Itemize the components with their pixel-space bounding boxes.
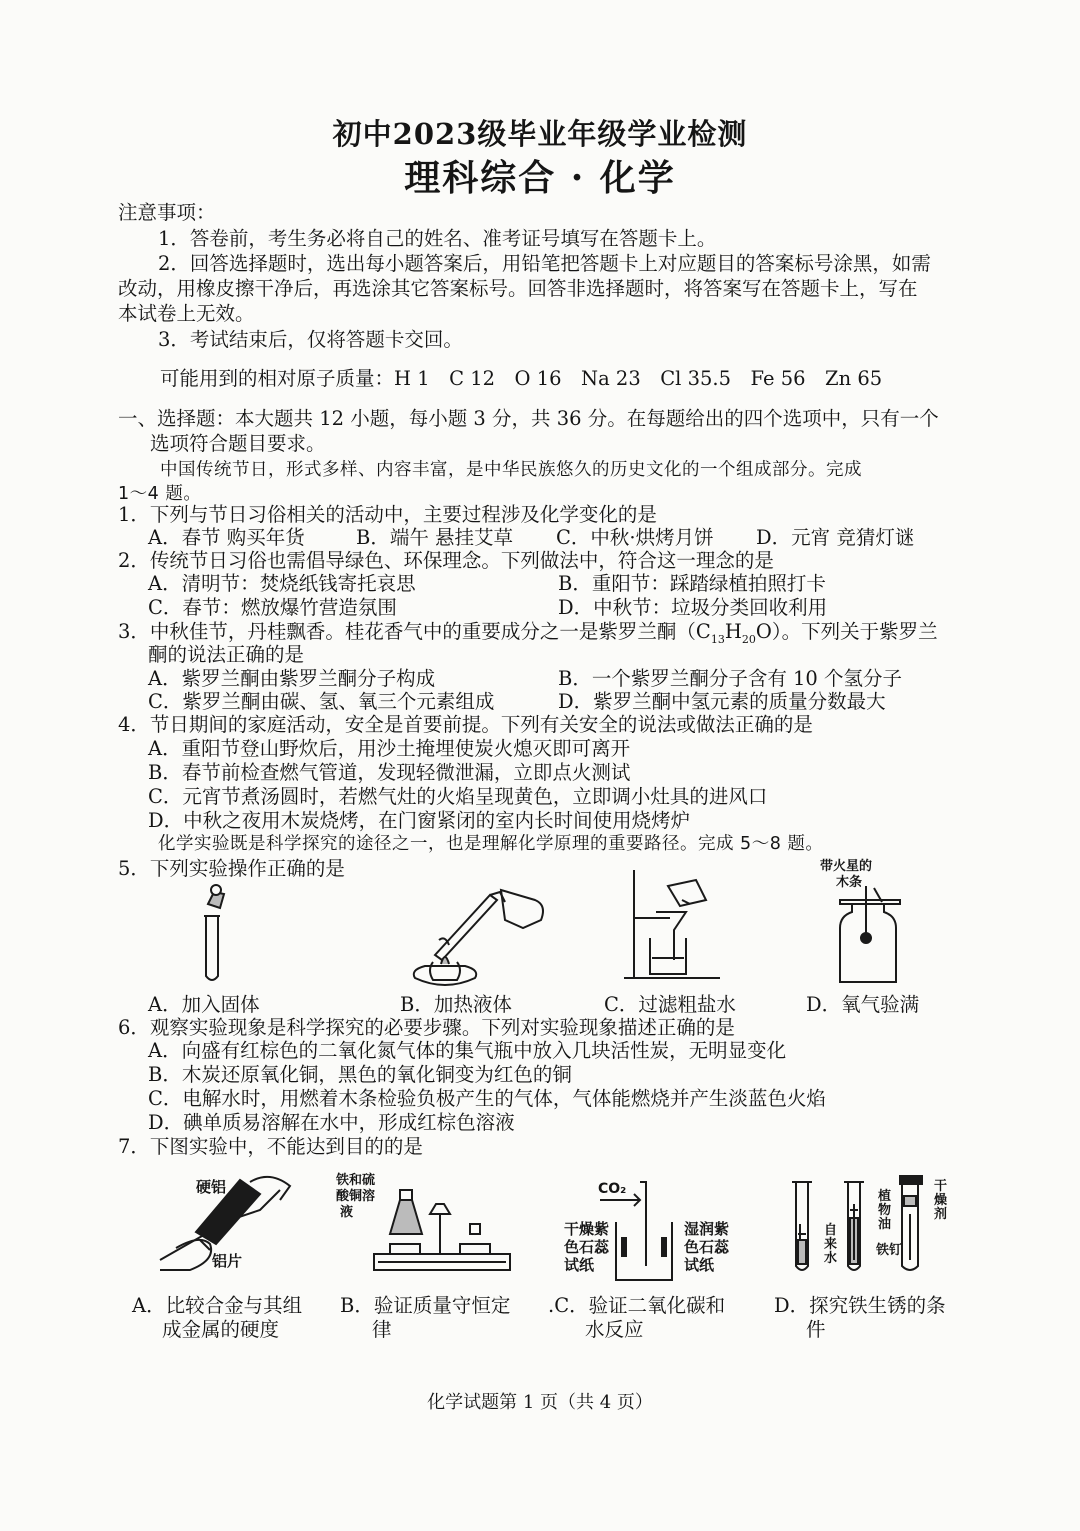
notice-item-1: 1．答卷前，考生务必将自己的姓名、准考证号填写在答题卡上。: [158, 227, 717, 250]
notice-heading: 注意事项：: [118, 201, 216, 224]
q7-option-a-line1: A．比较合金与其组: [132, 1294, 303, 1317]
q6-stem: 6．观察实验现象是科学探究的必要步骤。下列对实验现象描述正确的是: [118, 1016, 735, 1039]
q7-option-d-line1: D．探究铁生锈的条: [774, 1294, 946, 1317]
q7-c-label-left-2: 色石蕊: [564, 1238, 610, 1256]
q7-c-label-co2: CO₂: [598, 1181, 627, 1197]
q4-option-c: C．元宵节煮汤圆时，若燃气灶的火焰呈现黄色，立即调小灶具的进风口: [148, 785, 768, 808]
q3-formula-h-count: 20: [741, 632, 756, 646]
q3-stem-b: 酮的说法正确的是: [148, 643, 305, 666]
q4-option-d: D．中秋之夜用木炭烧烤，在门窗紧闭的室内长时间使用烧烤炉: [148, 809, 691, 832]
notice-item-2b: 改动，用橡皮擦干净后，再选涂其它答案标号。回答非选择题时，将答案写在答题卡上，写在: [118, 277, 918, 300]
q7-option-b-line2: 律: [372, 1318, 392, 1341]
q7-d-oil-3: 油: [878, 1217, 892, 1232]
q1-option-a: A．春节 购买年货: [148, 526, 305, 549]
q2-stem: 2．传统节日习俗也需倡导绿色、环保理念。下列做法中，符合这一理念的是: [118, 549, 774, 572]
exam-title: 初中2023级毕业年级学业检测: [332, 117, 748, 151]
q2-option-b: B．重阳节：踩踏绿植拍照打卡: [558, 572, 826, 595]
notice-item-2c: 本试卷上无效。: [118, 302, 255, 325]
q7-b-label-1: 铁和硫: [336, 1173, 376, 1188]
q1-option-d: D．元宵 竞猜灯谜: [756, 526, 915, 549]
q7-a-label-hard-aluminum: 硬铝: [196, 1178, 227, 1196]
q7-option-c-line2: 水反应: [585, 1318, 644, 1341]
q7-figure-b-balance: [360, 1170, 520, 1280]
q3-formula-h: H: [724, 620, 742, 643]
q7-d-oil-1: 植: [878, 1189, 892, 1204]
q5-figure-b-heating: [405, 880, 555, 990]
q5-option-c: C．过滤粗盐水: [604, 993, 736, 1016]
q7-d-dry-2: 燥: [934, 1193, 948, 1208]
section-intro-b: 1～4 题。: [118, 484, 202, 504]
section-heading-b: 选项符合题目要求。: [150, 432, 326, 455]
q5-figure-d-gas-bottle: [830, 890, 910, 990]
q5-option-a: A．加入固体: [148, 993, 260, 1016]
q3-option-a: A．紫罗兰酮由紫罗兰酮分子构成: [148, 667, 436, 690]
q2-option-c: C．春节：燃放爆竹营造氛围: [148, 596, 397, 619]
q1-stem: 1．下列与节日习俗相关的活动中，主要过程涉及化学变化的是: [118, 503, 657, 526]
q3-formula-c-count: 13: [710, 632, 725, 646]
q1-option-b: B．端午 悬挂艾草: [356, 526, 514, 549]
q7-d-water-2: 来: [824, 1237, 838, 1252]
q7-option-b-line1: B．验证质量守恒定: [340, 1294, 511, 1317]
q6-option-c: C．电解水时，用燃着木条检验负极产生的气体，气体能燃烧并产生淡蓝色火焰: [148, 1087, 826, 1110]
q5-stem: 5．下列实验操作正确的是: [118, 857, 345, 880]
q7-c-label-left-3: 试纸: [564, 1256, 595, 1274]
q2-option-a: A．清明节：焚烧纸钱寄托哀思: [148, 572, 416, 595]
q7-figure-c-beaker: [596, 1176, 686, 1286]
intro-q5-8: 化学实验既是科学探究的途径之一，也是理解化学原理的重要路径。完成 5～8 题。: [158, 834, 824, 854]
q4-stem: 4．节日期间的家庭活动，安全是首要前提。下列有关安全的说法或做法正确的是: [118, 713, 813, 736]
q2-option-d: D．中秋节：垃圾分类回收利用: [558, 596, 828, 619]
q7-stem: 7．下图实验中，不能达到目的的是: [118, 1135, 423, 1158]
q4-option-b: B．春节前检查燃气管道，发现轻微泄漏，立即点火测试: [148, 761, 631, 784]
q5-option-d: D．氧气验满: [806, 993, 920, 1016]
atomic-mass-line: 可能用到的相对原子质量：H 1 C 12 O 16 Na 23 Cl 35.5 Fe 56 Zn 65: [160, 367, 883, 390]
q3-stem-a-end: O）。下列关于紫罗兰: [755, 620, 938, 643]
q7-option-c-line1: .C．验证二氧化碳和: [548, 1294, 726, 1317]
section-intro-a: 中国传统节日，形式多样、内容丰富，是中华民族悠久的历史文化的一个组成部分。完成: [160, 460, 862, 480]
notice-item-3: 3．考试结束后，仅将答题卡交回。: [158, 328, 463, 351]
exam-subtitle: 理科综合 · 化学: [404, 157, 676, 199]
q7-b-label-2: 酸铜溶: [336, 1189, 376, 1204]
page-footer: 化学试题第 1 页（共 4 页）: [427, 1392, 653, 1413]
section-heading-a: 一、选择题：本大题共 12 小题，每小题 3 分，共 36 分。在每题给出的四个选项中，只有一个: [118, 407, 939, 430]
q5-d-label-1: 带火星的: [820, 859, 873, 874]
q7-d-water-1: 自: [824, 1223, 838, 1238]
q3-option-d: D．紫罗兰酮中氢元素的质量分数最大: [558, 690, 886, 713]
q7-c-label-left-1: 干燥紫: [564, 1220, 610, 1238]
q5-d-label-2: 木条: [836, 875, 863, 890]
q7-d-dry-3: 剂: [934, 1207, 948, 1222]
q5-figure-a-test-tube: [190, 886, 250, 986]
q7-d-nail-label: 铁钉: [876, 1243, 903, 1258]
q7-b-label-3: 液: [340, 1205, 354, 1220]
q7-d-dry-1: 干: [934, 1179, 948, 1194]
q1-option-c: C．中秋·烘烤月饼: [556, 526, 714, 549]
q7-c-label-right-1: 湿润紫: [684, 1220, 730, 1238]
q7-a-label-aluminum-sheet: 铝片: [212, 1252, 243, 1270]
q6-option-b: B．木炭还原氧化铜，黑色的氧化铜变为红色的铜: [148, 1063, 572, 1086]
q4-option-a: A．重阳节登山野炊后，用沙土掩埋使炭火熄灭即可离开: [148, 737, 631, 760]
q3-option-b: B．一个紫罗兰酮分子含有 10 个氢分子: [558, 667, 903, 690]
q7-d-water-3: 水: [824, 1251, 838, 1266]
q7-option-a-line2: 成金属的硬度: [162, 1318, 280, 1341]
q7-c-label-right-3: 试纸: [684, 1256, 715, 1274]
q3-stem-a-text: 3．中秋佳节，丹桂飘香。桂花香气中的重要成分之一是紫罗兰酮（C: [118, 620, 711, 643]
q7-figure-a-scratch: [140, 1170, 300, 1280]
q7-figure-d-rust-tubes: [788, 1174, 938, 1284]
q5-figure-c-filtration: [620, 860, 730, 985]
q3-option-c: C．紫罗兰酮由碳、氢、氧三个元素组成: [148, 690, 495, 713]
q6-option-d: D．碘单质易溶解在水中，形成红棕色溶液: [148, 1111, 515, 1134]
q7-c-label-right-2: 色石蕊: [684, 1238, 730, 1256]
q7-d-oil-2: 物: [878, 1203, 892, 1218]
notice-item-2a: 2．回答选择题时，选出每小题答案后，用铅笔把答题卡上对应题目的答案标号涂黑，如需: [158, 252, 931, 275]
q7-option-d-line2: 件: [806, 1318, 826, 1341]
q6-option-a: A．向盛有红棕色的二氧化氮气体的集气瓶中放入几块活性炭，无明显变化: [148, 1039, 787, 1062]
q5-option-b: B．加热液体: [400, 993, 512, 1016]
